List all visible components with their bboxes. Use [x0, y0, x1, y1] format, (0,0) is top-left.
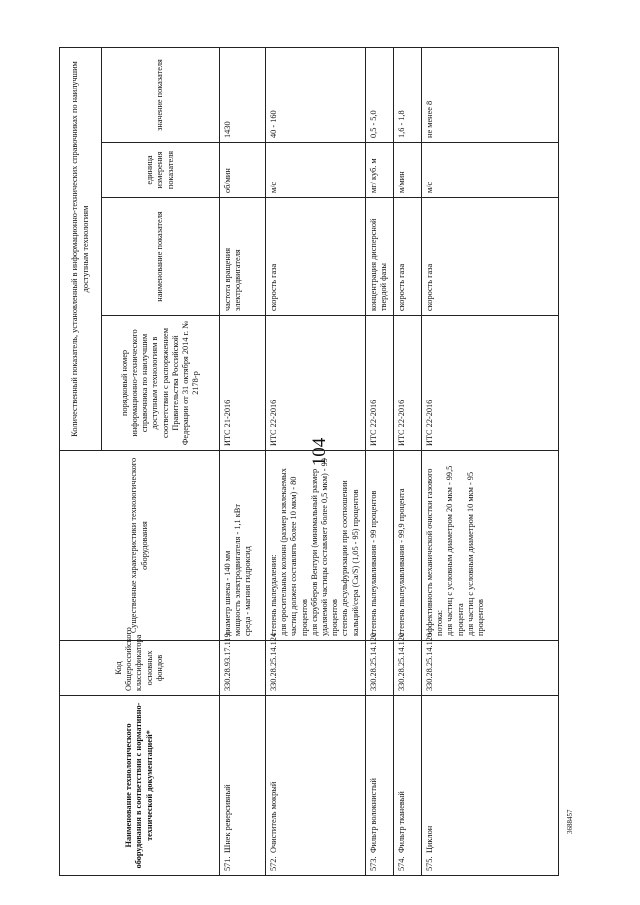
table-row [266, 47, 366, 875]
row-indicator: частота вращения электродвигателя [220, 198, 266, 316]
row-code: 330.28.25.14.120 [422, 641, 559, 696]
header-unit: единица измерения показателя [102, 143, 220, 198]
characteristic-line: для оросительных колонн (размер извлекаемых частиц должен составлять более 10 мкм) - 80 процентов [279, 468, 309, 636]
row-characteristics [266, 451, 366, 641]
row-its: ИТС 22-2016 [422, 316, 559, 451]
row-unit: мг/ куб. м [366, 143, 394, 198]
row-name-cell [394, 696, 422, 876]
row-name: Очиститель мокрый [269, 781, 278, 853]
row-code: 330.28.93.17.119 [220, 641, 266, 696]
row-its: ИТС 22-2016 [394, 316, 422, 451]
characteristic-line: для частиц с условным диаметром 10 мкм - 95 процентов [465, 471, 486, 636]
row-indicator: скорость газа [394, 198, 422, 316]
row-its: ИТС 22-2016 [366, 316, 394, 451]
row-number: 574. [397, 856, 406, 871]
row-characteristics [422, 451, 559, 641]
table-row [366, 47, 394, 875]
row-number: 575. [425, 856, 434, 871]
header-group: Количественный показатель, установленный в информационно-технических справочниках по наилучшим доступным технологиям [60, 47, 102, 450]
row-value: 1430 [220, 47, 266, 142]
page-number: 104 [309, 437, 330, 467]
characteristic-line: эффективность механической очистки газового потока: [425, 468, 445, 636]
row-name-cell [220, 696, 266, 876]
row-characteristics [220, 451, 266, 641]
header-characteristics: Существенные характеристики технологического оборудования [60, 451, 220, 641]
row-name: Шнек реверсивный [223, 784, 232, 853]
header-code: Код Общероссийского классификатора основных фондов [60, 641, 220, 696]
header-indicator-name: наименование показателя [102, 198, 220, 316]
row-unit: м/с [422, 143, 559, 198]
row-indicator: скорость газа [266, 198, 366, 316]
characteristic-line: для скрубберов Вентури (минимальный размер удаляемой частицы составляет более 0,5 мкм) - 99 процентов [309, 458, 340, 636]
document-id: 3688457 [566, 809, 574, 834]
characteristic-line: для частиц с условным диаметром 20 мкм - 99,5 процента [445, 465, 465, 636]
header-row-1 [60, 47, 102, 875]
characteristic-line: среда - магния гидроксид [243, 546, 253, 636]
row-unit: м/с [266, 143, 366, 198]
characteristic-line: степень пылеулавливания - 99 процентов [369, 490, 378, 636]
equipment-table [59, 47, 559, 876]
row-indicator: концентрация дисперсной твердой фазы [366, 198, 394, 316]
row-name: Циклон [425, 825, 434, 853]
characteristic-line: мощность электродвигателя - 1,1 кВт [233, 504, 243, 636]
table-row [220, 47, 266, 875]
row-number: 573. [369, 856, 378, 871]
row-code: 330.28.25.14.124 [266, 641, 366, 696]
row-characteristics [394, 451, 422, 641]
row-value: 0,5 - 5,0 [366, 47, 394, 142]
row-code: 330.28.25.14.120 [394, 641, 422, 696]
header-name: Наименование технологического оборудования в соответствии с нормативно-технической документацией* [60, 696, 220, 876]
table-row [422, 47, 559, 875]
row-indicator: скорость газа [422, 198, 559, 316]
row-name: Фильтр тканевый [397, 791, 406, 853]
characteristic-line: степень пылеулавливания - 99,9 процента [397, 488, 406, 636]
row-its: ИТС 21-2016 [220, 316, 266, 451]
row-characteristics [366, 451, 394, 641]
row-name: Фильтр волокнистый [369, 778, 378, 853]
characteristic-line: диаметр шнека - 140 мм [223, 550, 232, 636]
row-number: 571. [223, 856, 232, 871]
row-name-cell [422, 696, 559, 876]
header-its-number: порядковый номер информационно-технического справочника по наилучшим доступным технологиям в соответствии с распоряжением Правительства Российской Федерации от 31 октября 2014 г. № 2178-р [102, 316, 220, 451]
row-unit: м/мин [394, 143, 422, 198]
table-row [394, 47, 422, 875]
header-value: значение показателя [102, 47, 220, 142]
row-number: 572. [269, 856, 278, 871]
row-value: 40 - 160 [266, 47, 366, 142]
row-its: ИТС 22-2016 [266, 316, 366, 451]
characteristic-line: степень пылеудаления: [269, 554, 278, 636]
row-unit: об/мин [220, 143, 266, 198]
rotated-table-container [59, 48, 559, 876]
characteristic-line: степень десульфуризации при соотношении кальций/сера (Ca/S) (1,05 - 95) процентов [340, 480, 360, 636]
row-value: 1,6 - 1,8 [394, 47, 422, 142]
row-code: 330.28.25.14.120 [366, 641, 394, 696]
row-name-cell [366, 696, 394, 876]
row-name-cell [266, 696, 366, 876]
row-value: не менее 8 [422, 47, 559, 142]
